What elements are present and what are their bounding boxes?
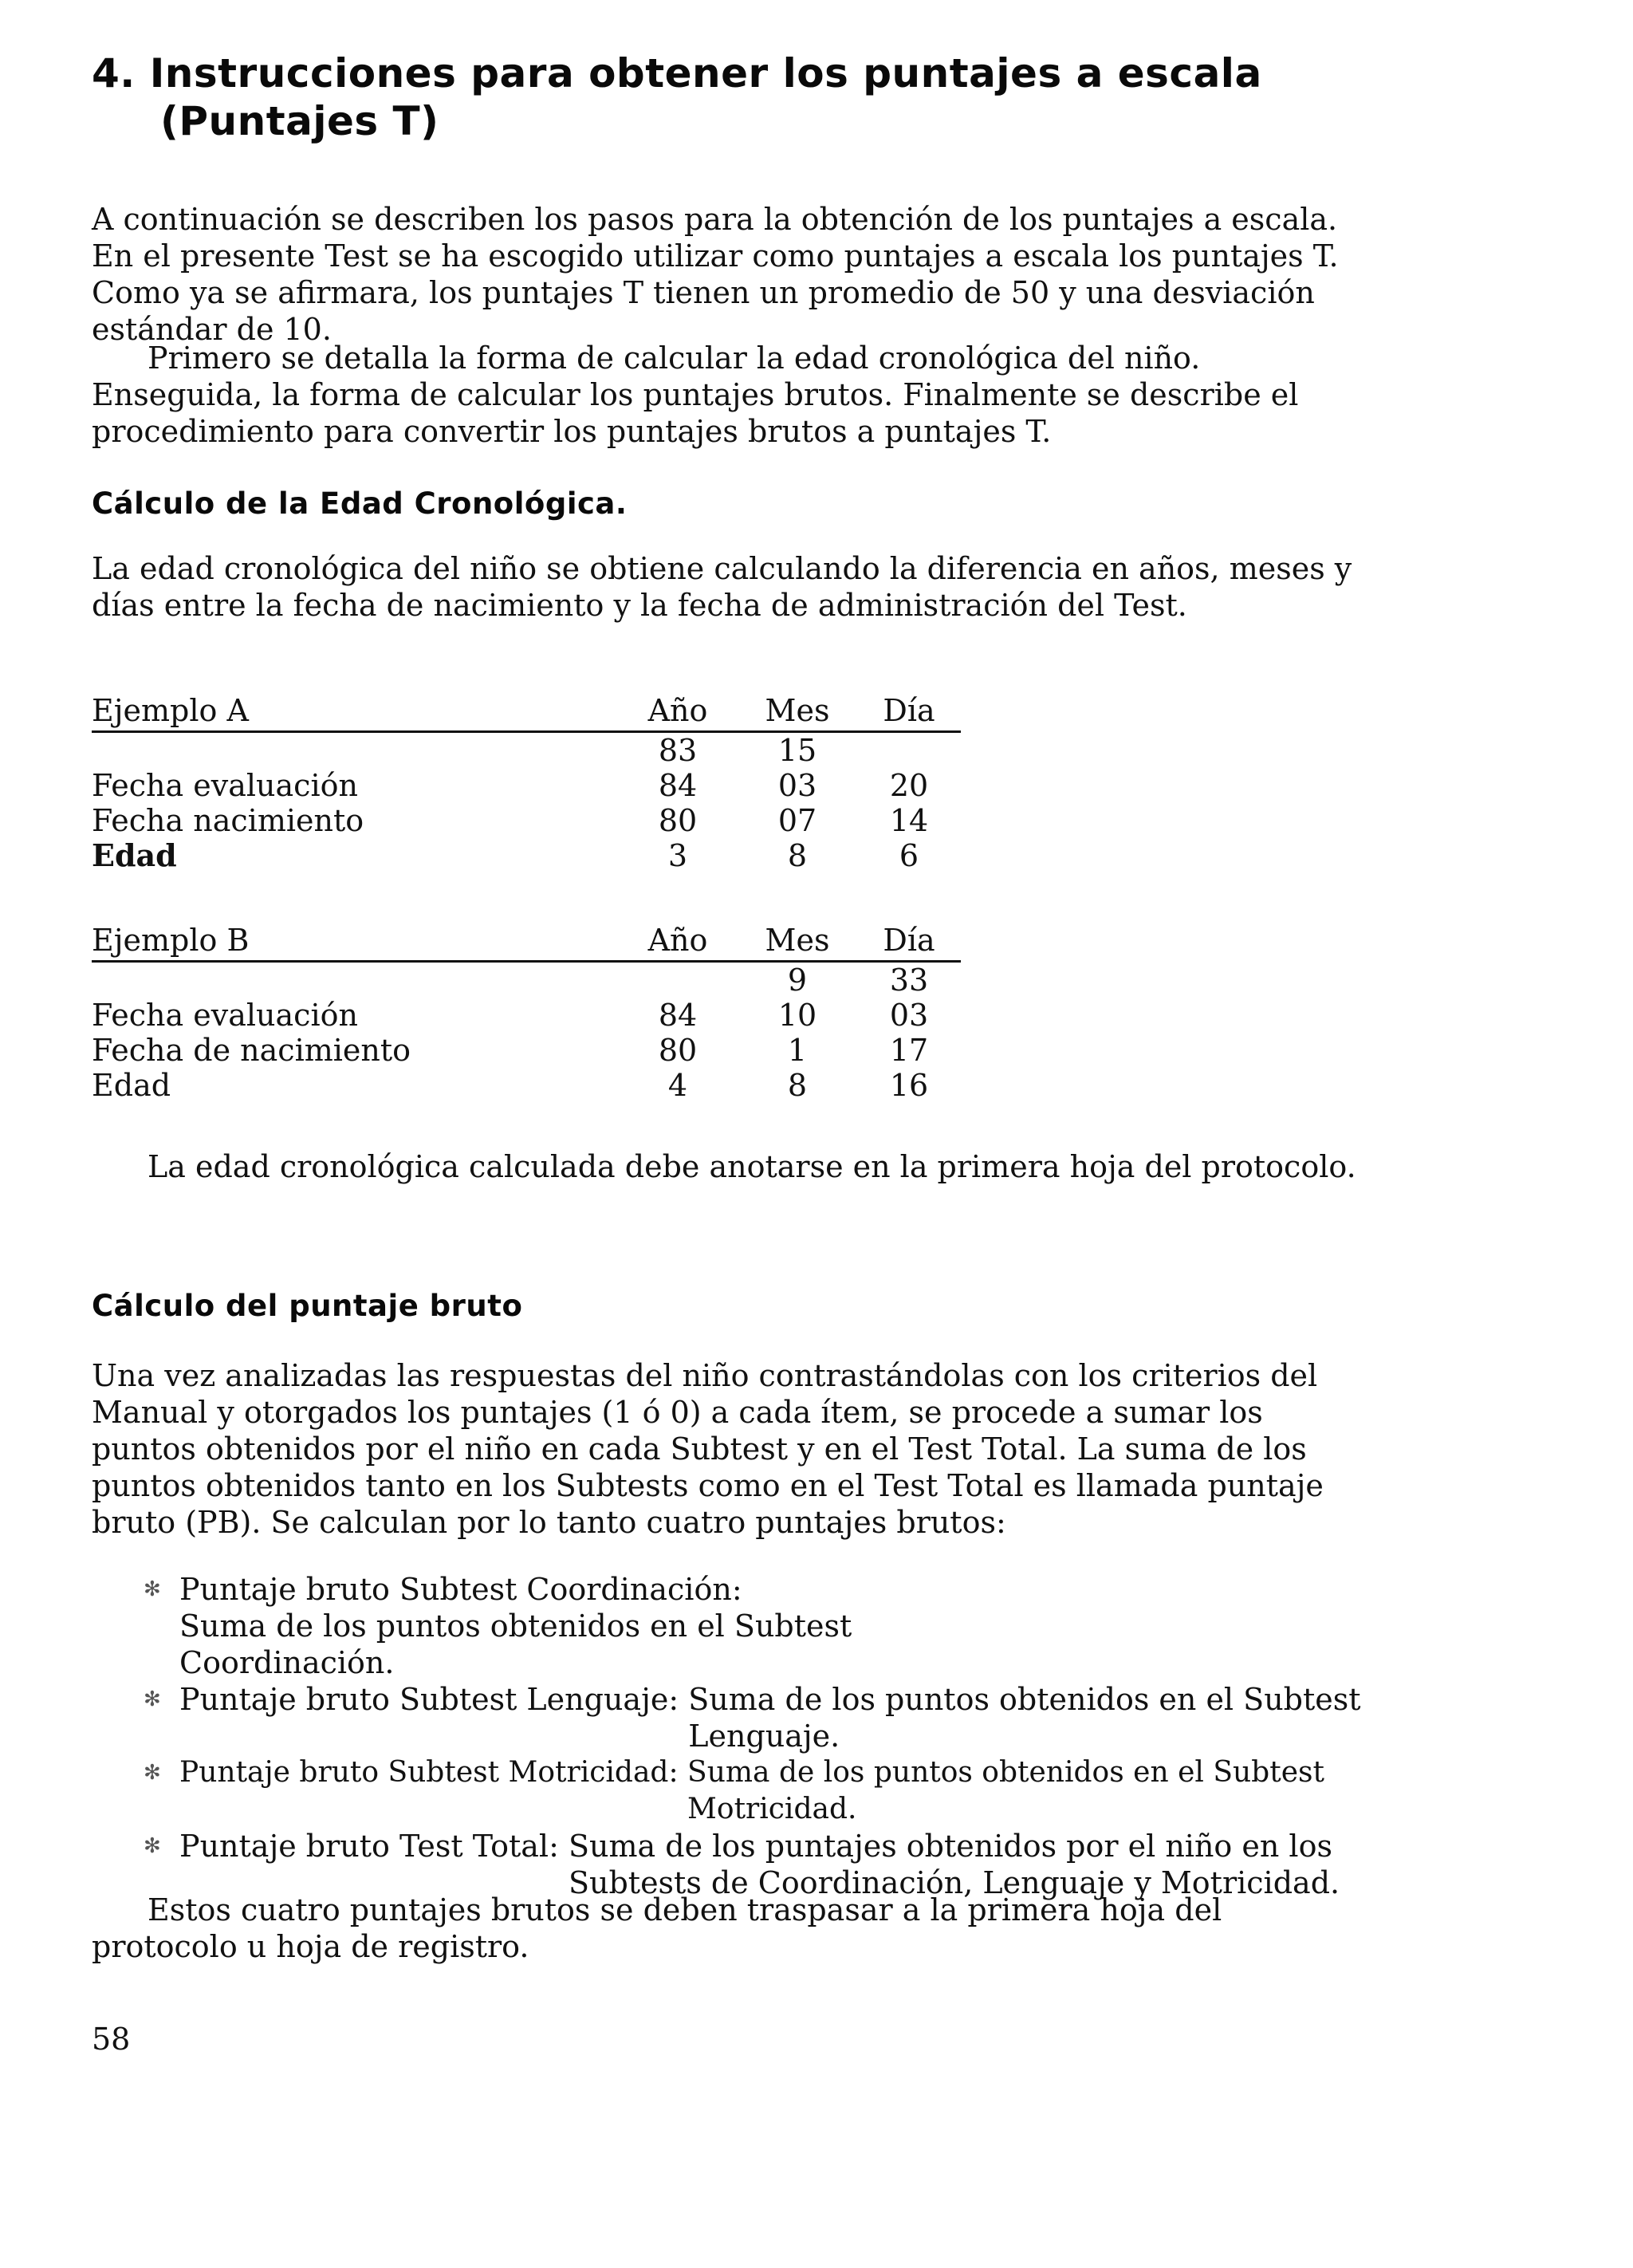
list-item: ✻ Puntaje bruto Subtest Motricidad: Suma de los puntos obtenidos en el Subtest Motricidad.: [144, 1756, 1324, 1825]
example-b-title: Ejemplo B: [92, 923, 250, 958]
closing-paragraph: Estos cuatro puntajes brutos se deben traspasar a la primera hoja del protocolo u hoja de registro.: [92, 1892, 1222, 1964]
example-b-table: [92, 920, 961, 1103]
example-a-title: Ejemplo A: [92, 693, 249, 728]
list-item: ✻ Puntaje bruto Subtest Coordinación: Suma de los puntos obtenidos en el Subtest Coordinación.: [144, 1572, 852, 1680]
table-row: Fecha de nacimiento 80 1 17: [92, 1033, 929, 1068]
intro-paragraph-2: Primero se detalla la forma de calcular la edad cronológica del niño. Enseguida, la forma de calcular los puntajes brutos. Finalmente se describe el procedimiento para convertir los puntajes brutos a puntajes T.: [92, 341, 1299, 449]
col-year-header: Año: [647, 923, 708, 958]
puntaje-bruto-paragraph: Una vez analizadas las respuestas del niño contrastándolas con los criterios del Manual y otorgados los puntajes (1 ó 0) a cada ítem, se procede a sumar los puntos obtenidos por el niño en cada Subtest y en el Test Total. La suma de los puntos obtenidos tanto en los Subtests como en el Test Total es llamada puntaje bruto (PB). Se calculan por lo tanto cuatro puntajes brutos:: [92, 1358, 1324, 1540]
example-a-table: [92, 691, 961, 873]
table-row: Fecha evaluación 84 03 20: [92, 768, 929, 803]
col-month-header: Mes: [765, 693, 830, 728]
list-item: ✻ Puntaje bruto Test Total: Suma de los puntajes obtenidos por el niño en los Subtests de Coordinación, Lenguaje y Motricidad.: [144, 1829, 1340, 1900]
bullet-icon: ✻: [144, 1577, 161, 1601]
col-month-header: Mes: [765, 923, 830, 958]
table-row: Edad 3 8 6: [92, 837, 919, 873]
table-row: Fecha evaluación 84 10 03: [92, 998, 929, 1033]
col-day-header: Día: [883, 693, 935, 728]
col-year-header: Año: [647, 693, 708, 728]
table-row: Edad 4 8 16: [92, 1068, 929, 1103]
section-title-edad: Cálculo de la Edad Cronológica.: [92, 486, 628, 521]
table-row: 83 15: [658, 733, 817, 768]
table-row: 9 33: [787, 963, 929, 998]
page-number: 58: [92, 2022, 131, 2057]
heading-line-1: 4. Instrucciones para obtener los puntajes a escala: [92, 50, 1262, 96]
intro-paragraph-1: A continuación se describen los pasos para la obtención de los puntajes a escala. En el presente Test se ha escogido utilizar como puntajes a escala los puntajes T. Como ya se afirmara, los puntajes T tienen un promedio de 50 y una desviación estándar de 10.: [92, 202, 1339, 347]
bullet-icon: ✻: [144, 1834, 161, 1858]
edad-paragraph: La edad cronológica del niño se obtiene calculando la diferencia en años, meses y días entre la fecha de nacimiento y la fecha de administración del Test.: [92, 551, 1352, 623]
section-heading: [92, 49, 1367, 145]
section-title-puntaje-bruto: Cálculo del puntaje bruto: [92, 1289, 523, 1323]
heading-line-2: (Puntajes T): [160, 98, 439, 144]
col-day-header: Día: [883, 923, 935, 958]
table-row: Fecha nacimiento 80 07 14: [92, 803, 929, 838]
list-item: ✻ Puntaje bruto Subtest Lenguaje: Suma de los puntos obtenidos en el Subtest Lenguaje.: [144, 1682, 1361, 1754]
puntaje-bruto-list: [92, 1571, 1367, 1901]
edad-note: La edad cronológica calculada debe anotarse en la primera hoja del protocolo.: [148, 1149, 1356, 1184]
bullet-icon: ✻: [144, 1687, 161, 1711]
bullet-icon: ✻: [144, 1761, 161, 1785]
